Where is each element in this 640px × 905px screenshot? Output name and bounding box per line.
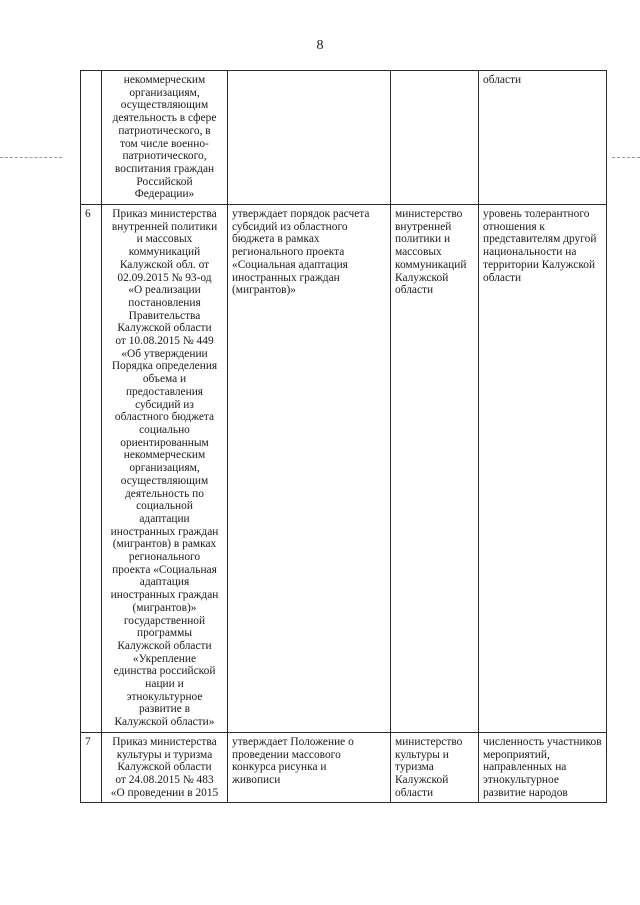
document-cell — [102, 71, 228, 205]
text-line: 02.09.2015 № 93-од — [117, 271, 212, 284]
purpose-text — [232, 736, 386, 787]
purpose-text — [232, 208, 386, 297]
text-line: области — [395, 786, 434, 799]
purpose-cell — [228, 71, 391, 205]
text-line: «О реализации — [128, 284, 201, 297]
indicator-text — [483, 736, 602, 800]
text-line: утверждает порядок расчета — [232, 208, 370, 221]
executor-text — [395, 208, 474, 297]
text-line: культуры и — [395, 748, 449, 761]
row-number-cell: 7 — [81, 732, 102, 803]
text-line: «О проведении в 2015 — [110, 786, 219, 799]
text-line: субсидий из областного — [232, 220, 348, 233]
text-line: Правительства — [128, 309, 201, 322]
text-line: «Укрепление — [132, 652, 197, 665]
text-line: Калужской — [395, 773, 449, 786]
table-row — [81, 205, 607, 733]
text-line: осуществляющим — [120, 474, 209, 487]
text-line: деятельность по — [125, 487, 204, 500]
text-line: Калужской области — [117, 761, 212, 774]
text-line: адаптации — [139, 512, 190, 525]
text-line: утверждает Положение о — [232, 735, 354, 748]
text-line: Калужской — [395, 271, 449, 284]
text-line: осуществляющим — [120, 99, 209, 112]
text-line: единства российской — [113, 665, 216, 678]
text-line: областного бюджета — [114, 411, 215, 424]
text-line: адаптация — [139, 576, 190, 589]
text-line: культуры и туризма — [116, 748, 213, 761]
text-line: Федерации» — [134, 188, 195, 201]
text-line: направленных на — [483, 761, 567, 774]
text-line: области — [483, 74, 522, 86]
table-row — [81, 732, 607, 803]
text-line: национальности на — [483, 246, 577, 259]
text-line: Приказ министерства — [112, 735, 217, 748]
text-line: области — [483, 271, 522, 284]
text-line: том числе военно- — [120, 137, 209, 150]
text-line: коммуникаций — [395, 258, 467, 271]
text-line: массовых — [395, 246, 442, 259]
executor-cell — [391, 205, 479, 733]
text-line: объема и — [142, 373, 187, 386]
purpose-cell — [228, 732, 391, 803]
text-line: численность участников — [483, 735, 602, 748]
text-line: ориентированным — [120, 436, 209, 449]
document-cell — [102, 205, 228, 733]
text-line: от 24.08.2015 № 483 — [115, 773, 214, 786]
text-line: социально — [139, 423, 190, 436]
text-line: нации и — [145, 678, 184, 691]
text-line: конкурса рисунка и — [232, 761, 327, 774]
text-line: отношения к — [483, 220, 545, 233]
purpose-cell — [228, 205, 391, 733]
text-line: «Социальная адаптация — [232, 258, 348, 271]
text-line: развитие народов — [483, 786, 568, 799]
indicator-text — [483, 74, 602, 87]
text-line: иностранных граждан — [110, 525, 219, 538]
text-line: области — [395, 284, 434, 297]
text-line: (мигрантов) в рамках — [112, 538, 217, 551]
text-line: представителям другой — [483, 233, 597, 246]
text-line: территории Калужской — [483, 258, 596, 271]
text-line: государственной — [123, 614, 206, 627]
text-line: патриотического, в — [118, 124, 211, 137]
text-line: субсидий из — [135, 398, 194, 411]
text-line: программы — [137, 627, 192, 640]
indicator-cell — [479, 732, 607, 803]
indicator-cell — [479, 71, 607, 205]
text-line: Калужской области — [117, 639, 212, 652]
text-line: и массовых — [136, 233, 193, 246]
text-line: этнокультурное — [126, 690, 203, 703]
text-line: внутренней политики — [111, 220, 218, 233]
text-line: организациям, — [129, 86, 200, 99]
text-line: организациям, — [129, 462, 200, 475]
text-line: регионального — [128, 551, 201, 564]
text-line: мероприятий, — [483, 748, 550, 761]
document-text — [106, 74, 223, 201]
text-line: Калужской области — [117, 322, 212, 335]
document-text — [106, 736, 223, 800]
text-line: воспитания граждан — [114, 162, 215, 175]
text-line: туризма — [395, 761, 434, 774]
text-line: патриотического, — [122, 150, 207, 163]
table-row — [81, 71, 607, 205]
text-line: постановления — [128, 296, 201, 309]
text-line: бюджета в рамках — [232, 233, 320, 246]
text-line: Порядка определения — [111, 360, 218, 373]
text-line: уровень толерантного — [483, 208, 590, 221]
scan-artifact-line-left — [0, 157, 62, 158]
text-line: предоставления — [125, 385, 204, 398]
indicator-cell — [479, 205, 607, 733]
text-line: социальной — [136, 500, 193, 513]
scan-artifact-line-right — [612, 157, 640, 158]
text-line: иностранных граждан — [110, 589, 219, 602]
text-line: Приказ министерства — [112, 208, 217, 221]
text-line: иностранных граждан — [232, 271, 340, 284]
text-line: внутренней — [395, 220, 452, 233]
text-line: живописи — [232, 773, 281, 786]
executor-cell — [391, 71, 479, 205]
executor-cell — [391, 732, 479, 803]
normative-acts-table — [80, 70, 607, 803]
text-line: развитие в — [138, 703, 191, 716]
text-line: Российской — [136, 175, 193, 188]
text-line: деятельность в сфере — [112, 112, 217, 125]
text-line: министерство — [395, 208, 463, 221]
row-number-cell — [81, 71, 102, 205]
text-line: коммуникаций — [128, 246, 201, 259]
text-line: (мигрантов)» — [232, 284, 297, 297]
text-line: от 10.08.2015 № 449 — [115, 335, 214, 348]
text-line: «Об утверждении — [121, 347, 208, 360]
text-line: этнокультурное — [483, 773, 559, 786]
text-line: министерство — [395, 735, 463, 748]
text-line: Калужской области» — [114, 716, 215, 729]
text-line: Калужской обл. от — [119, 258, 210, 271]
text-line: некоммерческим — [123, 449, 206, 462]
row-number-cell: 6 — [81, 205, 102, 733]
executor-text — [395, 736, 474, 800]
document-text — [106, 208, 223, 729]
text-line: (мигрантов)» — [132, 601, 197, 614]
text-line: проведении массового — [232, 748, 341, 761]
page-number: 8 — [316, 38, 324, 53]
indicator-text — [483, 208, 602, 284]
document-cell — [102, 732, 228, 803]
text-line: проекта «Социальная — [112, 563, 217, 576]
text-line: регионального проекта — [232, 246, 345, 259]
text-line: политики и — [395, 233, 451, 246]
table-body — [81, 71, 607, 803]
text-line: некоммерческим — [123, 74, 206, 86]
